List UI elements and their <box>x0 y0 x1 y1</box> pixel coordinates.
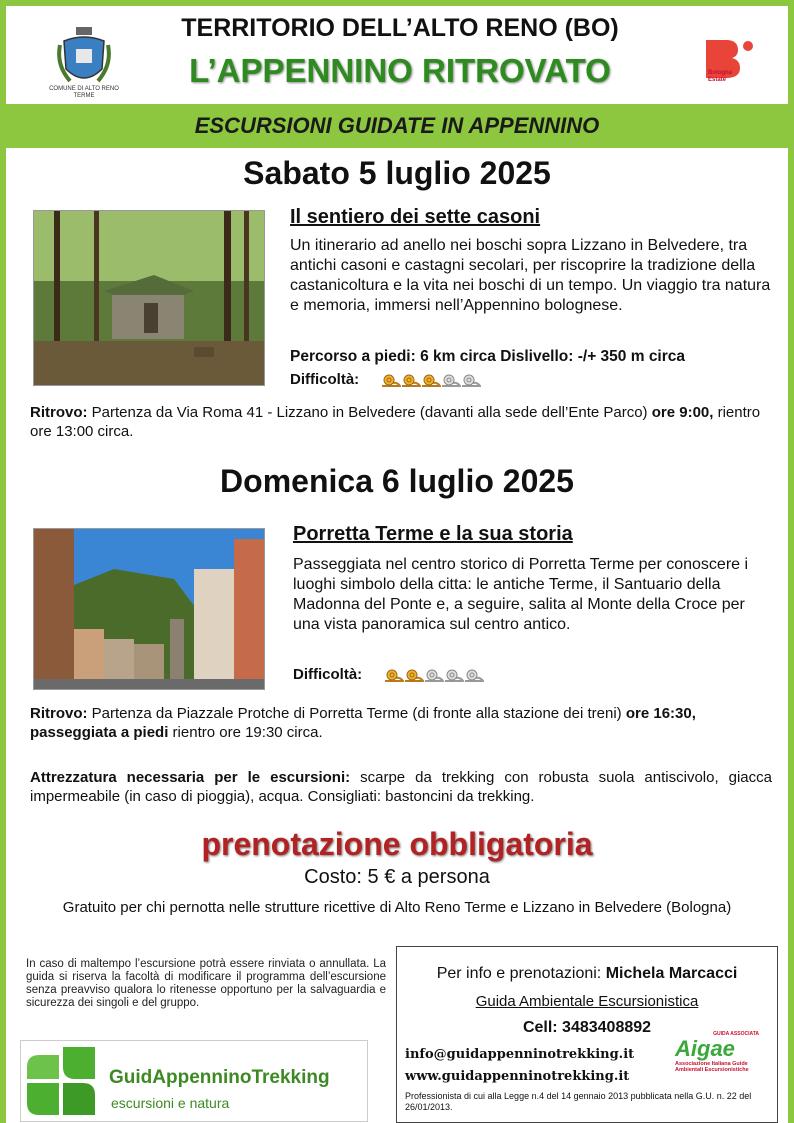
event1-meeting <box>30 403 770 441</box>
equipment-text: scarpe da trekking con robusta suola antiscivolo, giacca impermeabile (in caso di pioggia), acqua. Consigliati: bastoncini da trekking. <box>30 769 772 805</box>
aigae-logo <box>675 1031 759 1083</box>
crest-caption: COMUNE DI ALTO RENO TERME <box>49 86 119 99</box>
event1-title: Il sentiero dei sette casoni <box>290 206 541 228</box>
snail-filled-icon <box>381 373 401 387</box>
event2-difficulty <box>293 666 484 683</box>
guide-name: Michela Marcacci <box>605 965 738 982</box>
snail-filled-icon <box>421 373 441 387</box>
event1-route: Percorso a piedi: 6 km circa Dislivello: -/+ 350 m circa <box>290 348 686 365</box>
snail-filled-icon <box>404 668 424 682</box>
aigae-sub: Associazione Italiana Guide Ambientali Escursionistiche <box>675 1061 749 1073</box>
meeting-time: ore 9:00, <box>651 404 714 421</box>
meeting-text: Partenza da Piazzale Protche di Porretta Terme (di fronte alla stazione dei treni) <box>87 705 626 722</box>
website-link[interactable]: www.guidappenninotrekking.it <box>405 1069 630 1084</box>
event1-date: Sabato 5 luglio 2025 <box>243 155 551 191</box>
meeting-label: Ritrovo: <box>30 404 88 421</box>
porretta-town-photo <box>33 528 265 690</box>
guide-role: Guida Ambientale Escursionistica <box>475 993 699 1010</box>
guidappenninotrekking-logo <box>20 1040 368 1122</box>
difficulty-rating <box>384 668 484 682</box>
top-frame <box>0 0 794 6</box>
snail-empty-icon <box>424 668 444 682</box>
main-title: L’APPENNINO RITROVATO <box>189 52 611 89</box>
aigae-name: Aigae <box>675 1036 735 1061</box>
snail-empty-icon <box>441 373 461 387</box>
return-time: rientro ore 19:30 circa. <box>168 724 323 741</box>
snail-filled-icon <box>384 668 404 682</box>
event2-title: Porretta Terme e la sua storia <box>293 523 573 545</box>
difficulty-label: Difficoltà: <box>290 371 360 388</box>
guide-cell: Cell: 3483408892 <box>522 1019 652 1036</box>
aigae-top: GUIDA ASSOCIATA <box>713 1031 759 1037</box>
snail-empty-icon <box>444 668 464 682</box>
legal-note: Professionista di cui alla Legge n.4 del 14 gennaio 2013 pubblicata nella G.U. n. 22 del 26/01/2013. <box>405 1091 752 1112</box>
equipment-label: Attrezzatura necessaria per le escursioni: <box>30 769 351 786</box>
event2-date: Domenica 6 luglio 2025 <box>220 463 574 499</box>
event2-meeting <box>30 704 770 742</box>
meeting-time: ore 16:30, passeggiata a piedi <box>30 705 696 741</box>
weather-disclaimer: In caso di maltempo l’escursione potrà essere rinviata o annullata. La guida si riserva la facoltà di modificare il programma dell’escursione senza preavviso qualora lo ritenesse opportuno per la salvaguardia e sicurezza dei singoli e del gruppo. <box>26 958 386 1009</box>
territory-heading: TERRITORIO DELL’ALTO RENO (BO) <box>181 14 619 42</box>
booking-mandatory: prenotazione obbligatoria <box>201 826 593 862</box>
info-prefix: Per info e prenotazioni: <box>436 965 606 982</box>
event1-description: Un itinerario ad anello nei boschi sopra Lizzano in Belvedere, tra antichi casoni e castagni secolari, per riscoprire la tradizione della castanicoltura e la vita nei boschi di un tempo. Un viaggio tra natura e memoria, immersi nell’Appennino bolognese. <box>290 237 771 314</box>
return-time: rientro ore 13:00 circa. <box>30 404 761 440</box>
bologna-caption: Bologna Estate <box>708 70 732 83</box>
meeting-label: Ritrovo: <box>30 705 88 722</box>
event2-description: Passeggiata nel centro storico di Porretta Terme per conoscere i luoghi simbolo della citta: le antiche Terme, il Santuario della Madonna del Ponte e, a seguire, salita al Monte della Croce per una vista panoramica sul centro antico. <box>293 556 749 633</box>
equipment-note <box>30 768 772 806</box>
logo-tagline: escursioni e natura <box>111 1095 230 1111</box>
subtitle-band-text: ESCURSIONI GUIDATE IN APPENNINO <box>194 113 600 138</box>
difficulty-rating <box>381 373 481 387</box>
snail-empty-icon <box>464 668 484 682</box>
logo-name: GuidAppenninoTrekking <box>109 1067 330 1088</box>
leaf-squares-icon <box>23 1045 99 1117</box>
meeting-text: Partenza da Via Roma 41 - Lizzano in Belvedere (davanti alla sede dell’Ente Parco) <box>87 404 652 421</box>
info-line <box>397 965 777 983</box>
booking-cost: Costo: 5 € a persona <box>304 866 490 888</box>
snail-filled-icon <box>401 373 421 387</box>
event1-difficulty <box>290 371 481 388</box>
booking-free-note: Gratuito per chi pernotta nelle strutture ricettive di Alto Reno Terme e Lizzano in Belvedere (Bologna) <box>62 899 732 916</box>
forest-hut-photo <box>33 210 265 386</box>
email-link[interactable]: info@guidappenninotrekking.it <box>405 1047 635 1062</box>
snail-empty-icon <box>461 373 481 387</box>
difficulty-label: Difficoltà: <box>293 666 363 683</box>
contact-box <box>396 946 778 1123</box>
